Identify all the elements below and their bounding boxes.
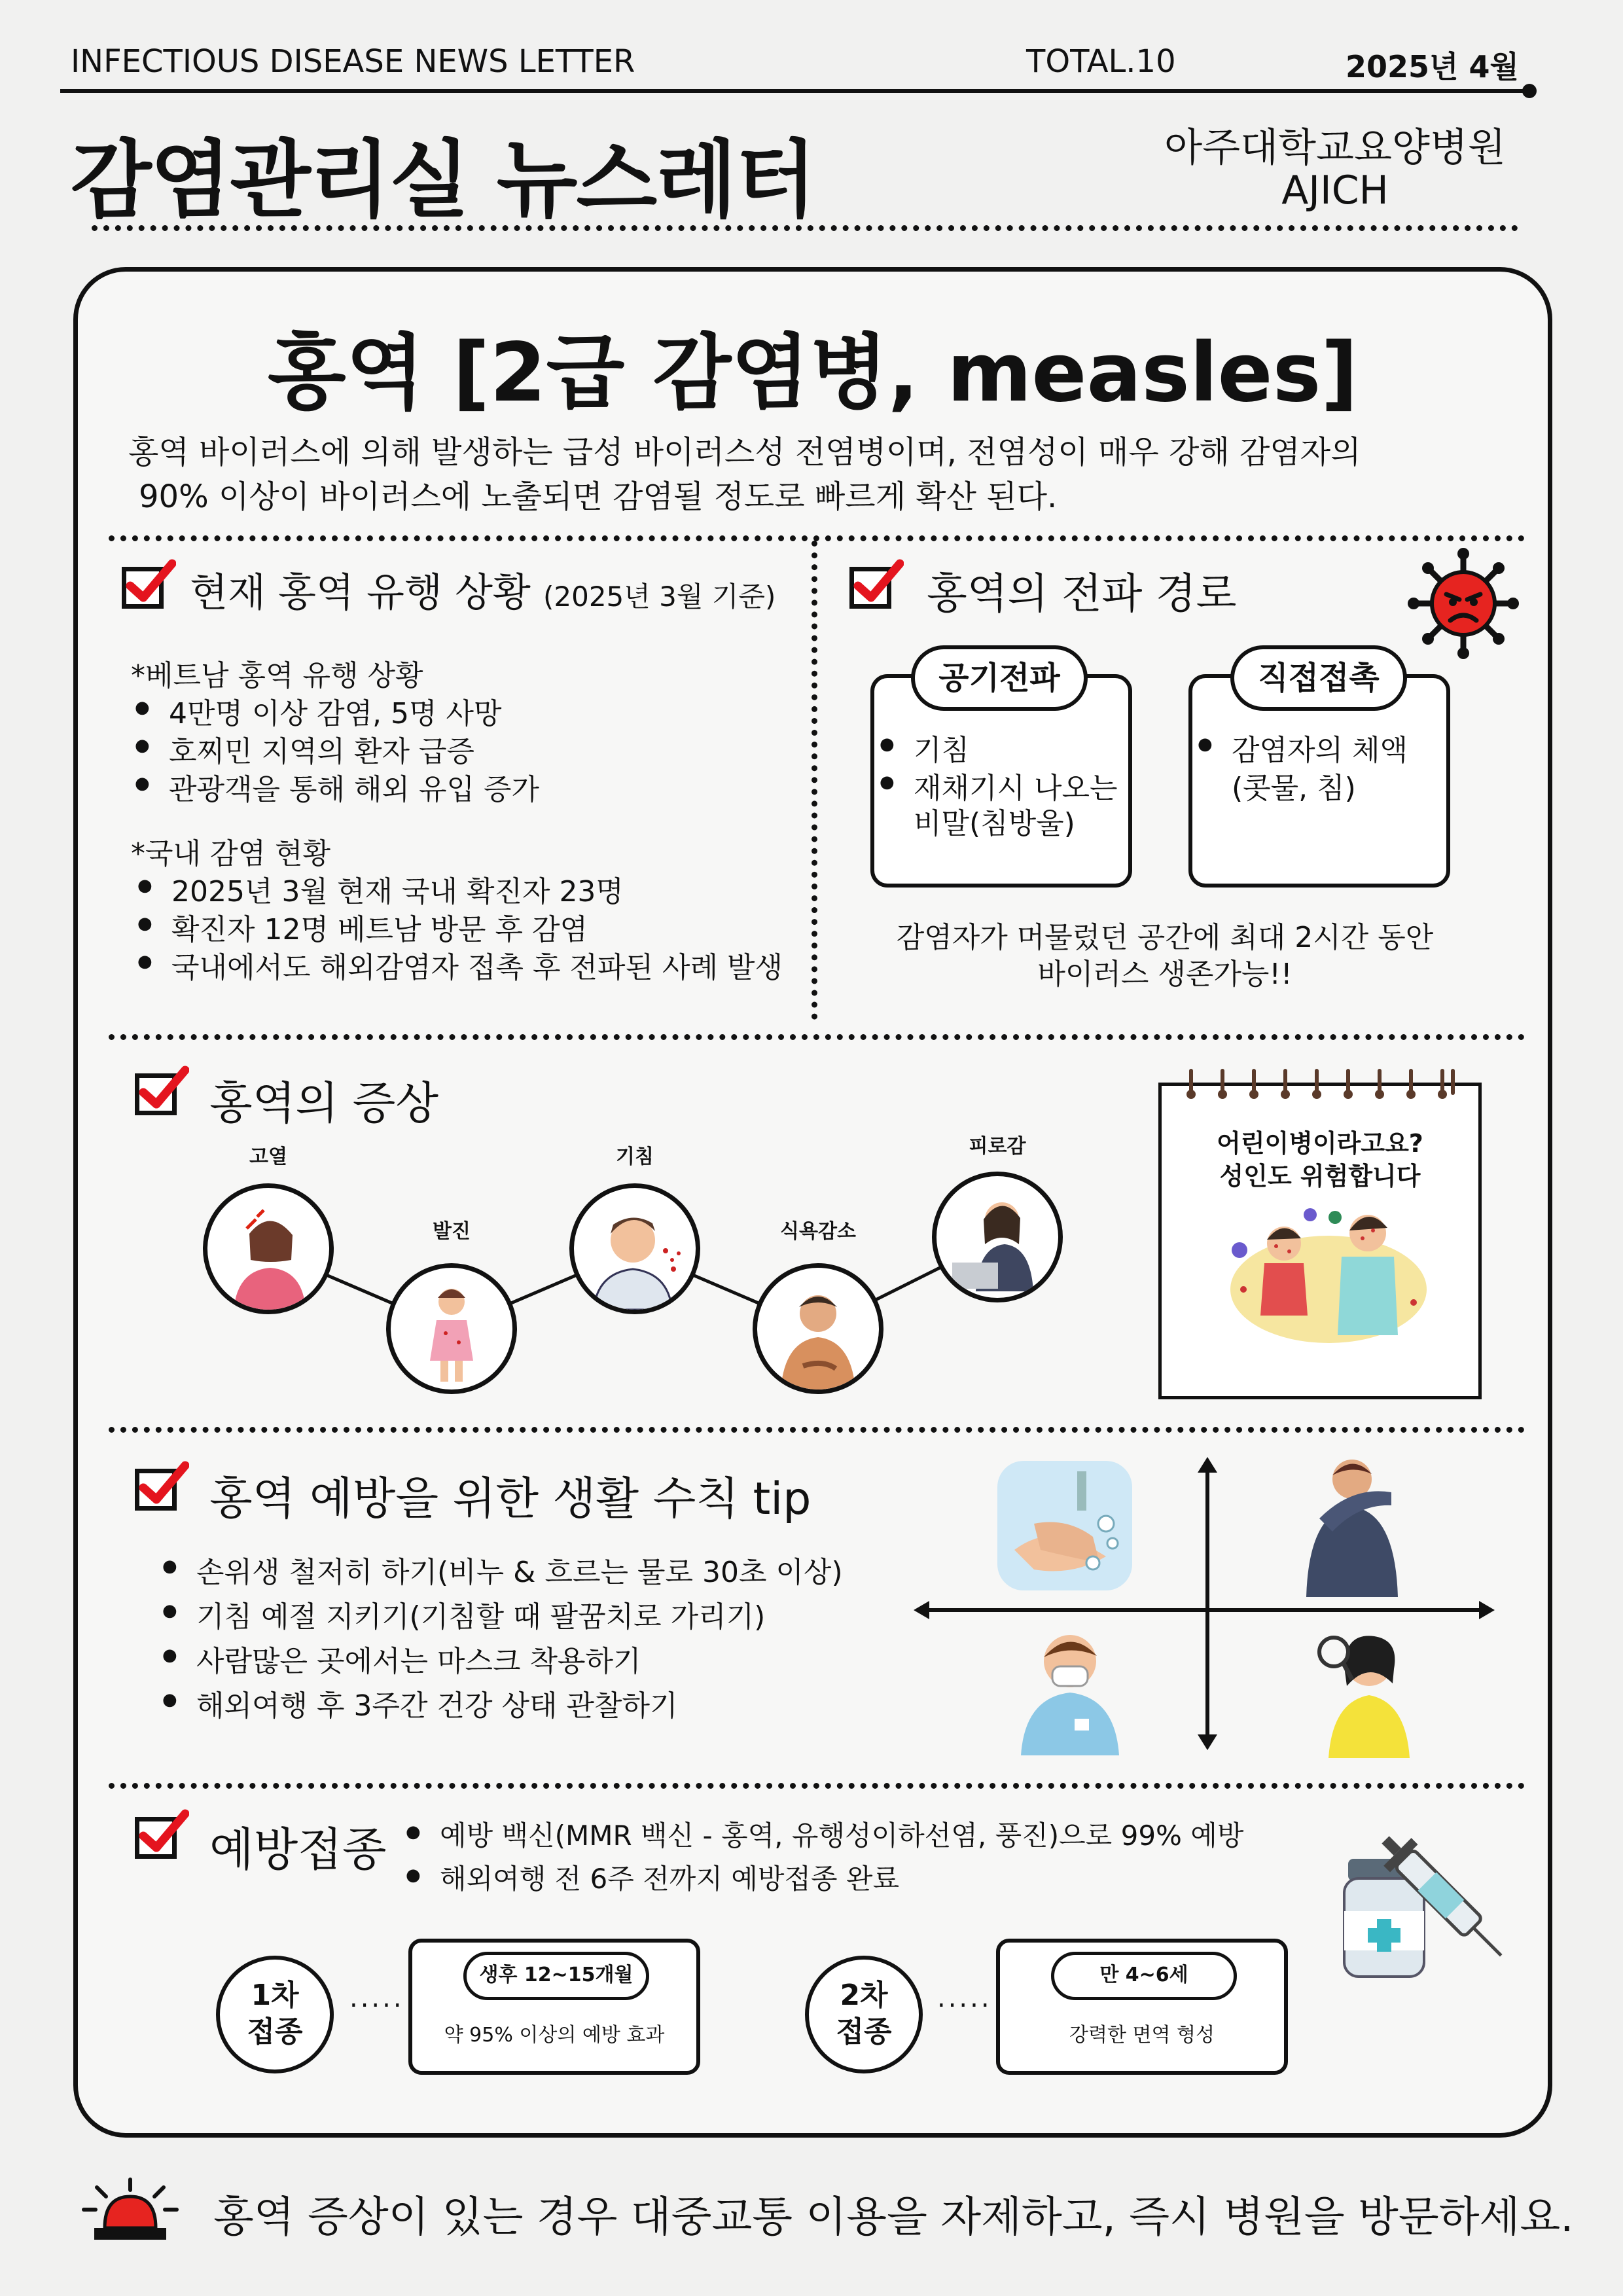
symptom-circle-appetite xyxy=(753,1263,883,1394)
vaccination-heading: 예방접종 xyxy=(209,1823,387,1876)
page-title: 감염관리실 뉴스레터 xyxy=(71,132,815,229)
dose1-label-1: 1차 xyxy=(251,1979,299,2012)
siren-icon xyxy=(81,2177,179,2242)
status-heading-note: (2025년 3월 기준) xyxy=(543,581,776,613)
coughing-man-icon xyxy=(574,1188,696,1310)
intro-line-1: 홍역 바이러스에 의해 발생하는 급성 바이러스성 전염병이며, 전염성이 매우 강해 감염자의 xyxy=(128,434,1361,471)
domestic-title: *국내 감염 현황 xyxy=(131,837,330,870)
divider-3 xyxy=(109,1427,1525,1433)
hospital-name-en: AJICH xyxy=(1281,168,1389,213)
notepad-line-1: 어린이병이라고요? xyxy=(1217,1129,1423,1158)
checkbox-icon xyxy=(135,1817,177,1859)
prevention-item: ● 손위생 철저히 하기(비누 & 흐르는 물로 30초 이상) xyxy=(196,1549,843,1590)
sick-child-and-adult-icon xyxy=(1224,1191,1433,1348)
prevention-item: ● 해외여행 후 3주간 건강 상태 관찰하기 xyxy=(196,1682,677,1724)
transmission-note-2: 바이러스 생존가능!! xyxy=(1037,958,1293,991)
symptoms-heading: 홍역의 증상 xyxy=(209,1078,439,1130)
airborne-label: 공기전파 xyxy=(911,645,1088,711)
dose2-label-2: 접종 xyxy=(836,2015,892,2049)
issue-date: 2025년 4월 xyxy=(1346,49,1519,84)
rash-child-icon xyxy=(391,1268,512,1390)
dose1-effect: 약 95% 이상의 예방 효과 xyxy=(444,2024,665,2047)
issue-number: TOTAL.10 xyxy=(1026,43,1176,80)
hospital-name-kr: 아주대학교요양병원 xyxy=(1164,125,1506,171)
airborne-item-cont: 비말(침방울) xyxy=(914,807,1075,840)
domestic-item: ● 2025년 3월 현재 국내 확진자 23명 xyxy=(171,868,624,910)
symptom-circle-rash xyxy=(386,1263,517,1394)
vaccine-syringe-icon xyxy=(1339,1813,1516,1990)
dose2-dots: ..... xyxy=(937,1983,992,2013)
mask-person-icon xyxy=(1014,1621,1126,1755)
vietnam-title: *베트남 홍역 유행 상황 xyxy=(131,659,423,692)
vaccination-item: ● 해외여행 전 6주 전까지 예방접종 완료 xyxy=(440,1857,899,1897)
prevention-heading: 홍역 예방을 위한 생활 수칙 tip xyxy=(209,1473,812,1525)
tired-worker-icon xyxy=(936,1176,1058,1298)
symptom-circle-fever xyxy=(203,1183,334,1314)
transmission-heading: 홍역의 전파 경로 xyxy=(927,570,1237,619)
observing-woman-icon xyxy=(1309,1623,1424,1758)
symptom-circle-cough xyxy=(569,1183,700,1314)
prevention-item: ● 사람많은 곳에서는 마스크 착용하기 xyxy=(196,1638,641,1679)
dose1-dots: ..... xyxy=(349,1983,404,2013)
symptom-label: 고열 xyxy=(249,1145,287,1168)
vaccination-item: ● 예방 백신(MMR 백신 - 홍역, 유행성이하선염, 풍진)으로 99% 예방 xyxy=(440,1814,1243,1854)
intro-line-2: 90% 이상이 바이러스에 노출되면 감염될 정도로 빠르게 확산 된다. xyxy=(139,478,1058,515)
symptom-label: 기침 xyxy=(616,1145,654,1168)
status-heading-text: 현재 홍역 유행 상황 xyxy=(190,570,531,616)
domestic-item: ● 국내에서도 해외감염자 접촉 후 전파된 사례 발생 xyxy=(171,944,783,986)
disease-title: 홍역 [2급 감염병, measles] xyxy=(267,326,1359,420)
vietnam-item: ● 호찌민 지역의 환자 급증 xyxy=(169,728,474,770)
stomachache-man-icon xyxy=(757,1268,879,1390)
symptom-label: 식욕감소 xyxy=(780,1220,856,1243)
footer-warning: 홍역 증상이 있는 경우 대중교통 이용을 자제하고, 즉시 병원을 방문하세요. xyxy=(213,2193,1574,2242)
symptom-circle-fatigue xyxy=(932,1172,1063,1302)
contact-label: 직접접촉 xyxy=(1230,645,1407,711)
divider-4 xyxy=(109,1783,1525,1789)
prevention-item: ● 기침 예절 지키기(기침할 때 팔꿈치로 가리기) xyxy=(196,1593,765,1635)
vietnam-item: ● 관광객을 통해 해외 유입 증가 xyxy=(169,766,539,808)
symptom-label: 발진 xyxy=(433,1220,471,1243)
transmission-note-1: 감염자가 머물렀던 공간에 최대 2시간 동안 xyxy=(896,921,1434,954)
contact-item: ● 감염자의 체액 xyxy=(1232,726,1408,768)
domestic-item: ● 확진자 12명 베트남 방문 후 감염 xyxy=(171,906,588,948)
notepad-rings-icon xyxy=(1178,1067,1466,1101)
dose2-effect: 강력한 면역 형성 xyxy=(1069,2024,1215,2047)
symptom-label: 피로감 xyxy=(969,1135,1026,1158)
notepad-line-2: 성인도 위험합니다 xyxy=(1219,1162,1421,1191)
dose1-age: 생후 12~15개월 xyxy=(463,1952,649,2000)
dose1-label-2: 접종 xyxy=(247,2015,303,2049)
airborne-item: ● 재채기시 나오는 xyxy=(914,764,1118,806)
fever-person-icon xyxy=(207,1188,329,1310)
checkbox-icon xyxy=(135,1469,177,1511)
cough-elbow-icon xyxy=(1293,1446,1411,1597)
dose2-age: 만 4~6세 xyxy=(1051,1952,1237,2000)
vietnam-item: ● 4만명 이상 감염, 5명 사망 xyxy=(169,690,501,732)
airborne-item: ● 기침 xyxy=(914,726,969,768)
handwashing-icon xyxy=(995,1458,1135,1593)
contact-item-cont: (콧물, 침) xyxy=(1232,772,1356,805)
dose2-label-1: 2차 xyxy=(840,1979,888,2012)
newsletter-label: INFECTIOUS DISEASE NEWS LETTER xyxy=(71,43,635,80)
